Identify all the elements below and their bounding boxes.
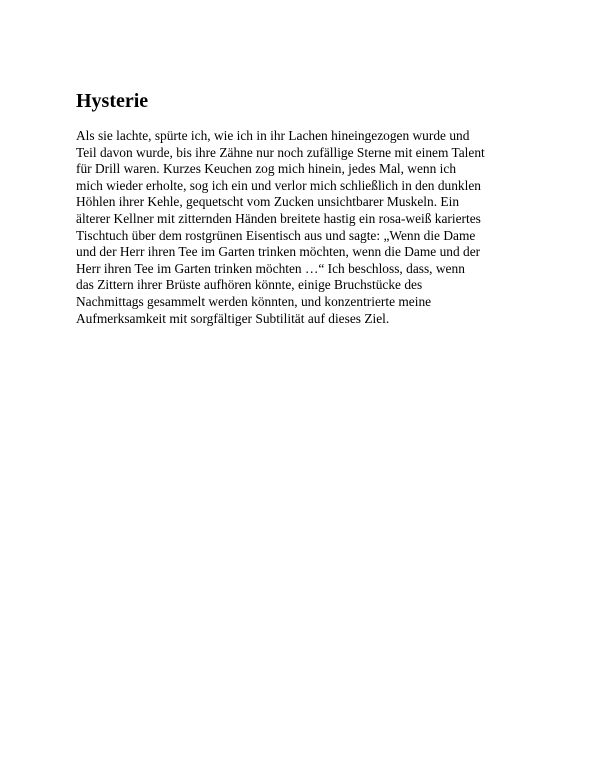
paragraph-line: und der Herr ihren Tee im Garten trinken möchten, wenn die Dame und der <box>76 244 481 260</box>
paragraph-line: das Zittern ihrer Brüste aufhören könnte, einige Bruchstücke des <box>76 277 423 293</box>
paragraph-line: mich wieder erholte, sog ich ein und verlor mich schließlich in den dunklen <box>76 177 481 193</box>
document-page <box>76 88 536 327</box>
paragraph-line: älterer Kellner mit zitternden Händen breitete hastig ein rosa-weiß kariertes <box>76 210 481 226</box>
body-paragraph <box>76 128 536 327</box>
paragraph-line: für Drill waren. Kurzes Keuchen zog mich hinein, jedes Mal, wenn ich <box>76 161 457 177</box>
paragraph-line: Höhlen ihrer Kehle, gequetscht vom Zucken unsichtbarer Muskeln. Ein <box>76 194 460 210</box>
document-title: Hysterie <box>76 90 149 112</box>
paragraph-line: Nachmittags gesammelt werden könnten, und konzentrierte meine <box>76 293 432 309</box>
paragraph-line: Teil davon wurde, bis ihre Zähne nur noch zufällige Sterne mit einem Talent <box>76 144 485 160</box>
paragraph-line: Aufmerksamkeit mit sorgfältiger Subtilität auf dieses Ziel. <box>76 310 390 326</box>
paragraph-line: Als sie lachte, spürte ich, wie ich in ihr Lachen hineingezogen wurde und <box>76 128 470 143</box>
paragraph-line: Herr ihren Tee im Garten trinken möchten …“ Ich beschloss, dass, wenn <box>76 260 465 276</box>
paragraph-line: Tischtuch über dem rostgrünen Eisentisch aus und sagte: „Wenn die Dame <box>76 227 476 243</box>
